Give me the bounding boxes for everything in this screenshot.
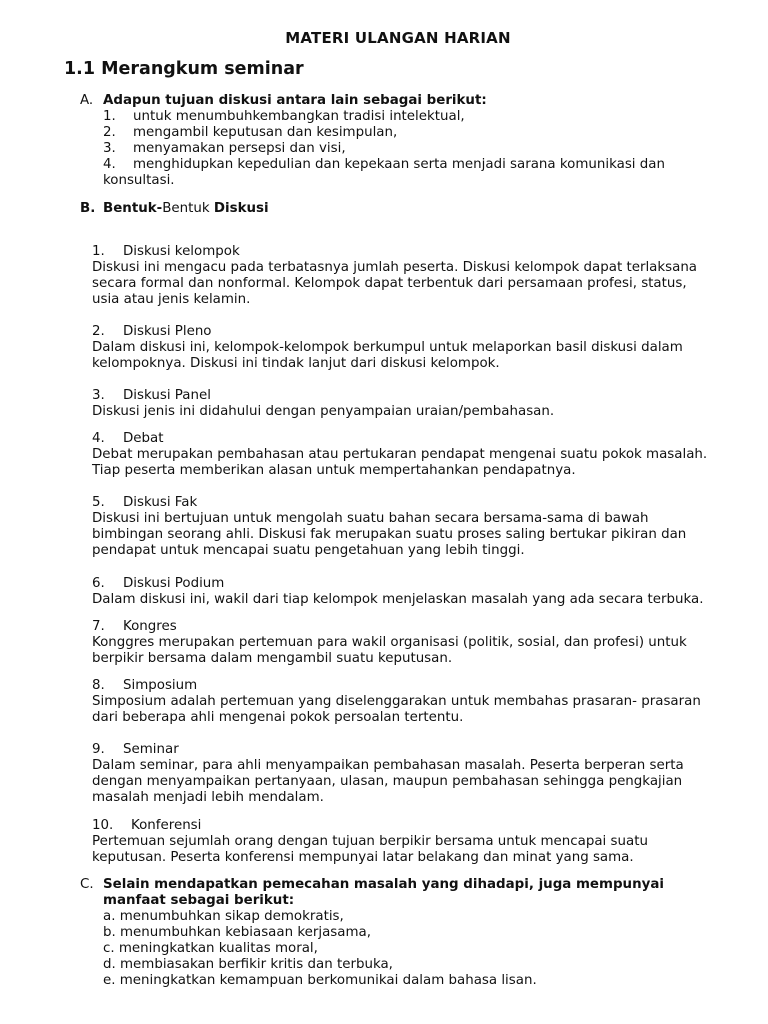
- section-heading: 1.1 Merangkum seminar: [64, 59, 304, 79]
- discussion-type-name: Diskusi Panel: [123, 388, 211, 403]
- benefit-item: e. meningkatkan kemampuan berkomunikai dalam bahasa lisan.: [103, 973, 537, 988]
- list-item-text: menyamakan persepsi dan visi,: [133, 141, 346, 156]
- list-item-text: untuk menumbuhkembangkan tradisi intelektual,: [133, 109, 465, 124]
- discussion-type-number: 2.: [92, 324, 105, 339]
- discussion-type-number: 5.: [92, 495, 105, 510]
- discussion-type-name: Diskusi Pleno: [123, 324, 212, 339]
- discussion-type-desc: Dalam seminar, para ahli menyampaikan pembahasan masalah. Peserta berperan serta: [92, 758, 684, 773]
- discussion-type-desc: Dalam diskusi ini, kelompok-kelompok berkumpul untuk melaporkan basil diskusi dalam: [92, 340, 683, 355]
- section-b-title-part1: Bentuk-: [103, 201, 163, 216]
- discussion-type-desc: berpikir bersama dalam mengambil suatu keputusan.: [92, 651, 453, 666]
- discussion-type-desc: usia atau jenis kelamin.: [92, 292, 251, 307]
- list-item-text: menghidupkan kepedulian dan kepekaan serta menjadi sarana komunikasi dan: [133, 157, 665, 172]
- list-item-number: 3.: [103, 141, 116, 156]
- discussion-type-name: Diskusi kelompok: [123, 244, 240, 259]
- list-item-number: 1.: [103, 109, 116, 124]
- section-b-title: [103, 201, 269, 217]
- section-c-marker: C.: [80, 877, 94, 892]
- discussion-type-number: 1.: [92, 244, 105, 259]
- discussion-type-name: Konferensi: [131, 818, 202, 833]
- discussion-type-name: Simposium: [123, 678, 198, 693]
- benefit-item: c. meningkatkan kualitas moral,: [103, 941, 318, 956]
- discussion-type-desc: Simposium adalah pertemuan yang diselenggarakan untuk membahas prasaran- prasaran: [92, 694, 701, 709]
- benefit-item: a. menumbuhkan sikap demokratis,: [103, 909, 344, 924]
- discussion-type-desc: Pertemuan sejumlah orang dengan tujuan berpikir bersama untuk mencapai suatu: [92, 834, 648, 849]
- discussion-type-name: Debat: [123, 431, 164, 446]
- discussion-type-name: Seminar: [123, 742, 179, 757]
- discussion-type-desc: masalah menjadi lebih mendalam.: [92, 790, 324, 805]
- section-b-marker: B.: [80, 201, 96, 216]
- discussion-type-desc: Diskusi jenis ini didahului dengan penyampaian uraian/pembahasan.: [92, 404, 555, 419]
- discussion-type-number: 4.: [92, 431, 105, 446]
- discussion-type-desc: kelompoknya. Diskusi ini tindak lanjut dari diskusi kelompok.: [92, 356, 500, 371]
- benefit-item: d. membiasakan berfikir kritis dan terbuka,: [103, 957, 393, 972]
- discussion-type-number: 6.: [92, 576, 105, 591]
- section-b-title-part2: Bentuk: [162, 201, 214, 216]
- discussion-type-name: Diskusi Podium: [123, 576, 225, 591]
- discussion-type-number: 8.: [92, 678, 105, 693]
- discussion-type-name: Diskusi Fak: [123, 495, 198, 510]
- section-a-title: Adapun tujuan diskusi antara lain sebagai berikut:: [103, 93, 487, 108]
- discussion-type-desc: Tiap peserta memberikan alasan untuk mempertahankan pendapatnya.: [92, 463, 576, 478]
- discussion-type-desc: secara formal dan nonformal. Kelompok dapat terbentuk dari persamaan profesi, status,: [92, 276, 687, 291]
- discussion-type-number: 9.: [92, 742, 105, 757]
- discussion-type-desc: Diskusi ini bertujuan untuk mengolah suatu bahan secara bersama-sama di bawah: [92, 511, 649, 526]
- discussion-type-number: 10.: [92, 818, 114, 833]
- discussion-type-desc: pendapat untuk mencapai suatu pengetahuan yang lebih tinggi.: [92, 543, 525, 558]
- discussion-type-desc: dari beberapa ahli mengenai pokok persoalan tertentu.: [92, 710, 464, 725]
- section-c-title: manfaat sebagai berikut:: [103, 893, 295, 908]
- discussion-type-desc: bimbingan seorang ahli. Diskusi fak merupakan suatu proses saling bertukar pikiran dan: [92, 527, 687, 542]
- discussion-type-desc: dengan menyampaikan pertanyaan, ulasan, maupun pembahasan sehingga pengkajian: [92, 774, 683, 789]
- section-b-title-part3: Diskusi: [213, 201, 269, 216]
- discussion-type-desc: Debat merupakan pembahasan atau pertukaran pendapat mengenai suatu pokok masalah.: [92, 447, 708, 462]
- discussion-type-name: Kongres: [123, 619, 177, 634]
- discussion-type-desc: keputusan. Peserta konferensi mempunyai latar belakang dan minat yang sama.: [92, 850, 634, 865]
- discussion-type-desc: Dalam diskusi ini, wakil dari tiap kelompok menjelaskan masalah yang ada secara terbuka.: [92, 592, 704, 607]
- list-item-number: 2.: [103, 125, 116, 140]
- list-item-number: 4.: [103, 157, 116, 172]
- discussion-type-number: 3.: [92, 388, 105, 403]
- document-title: MATERI ULANGAN HARIAN: [285, 29, 511, 47]
- discussion-type-number: 7.: [92, 619, 105, 634]
- section-a-marker: A.: [80, 93, 94, 108]
- list-item-text-continued: konsultasi.: [103, 173, 175, 188]
- discussion-type-desc: Konggres merupakan pertemuan para wakil organisasi (politik, sosial, dan profesi) untuk: [92, 635, 687, 650]
- list-item-text: mengambil keputusan dan kesimpulan,: [133, 125, 398, 140]
- discussion-type-desc: Diskusi ini mengacu pada terbatasnya jumlah peserta. Diskusi kelompok dapat terlaksana: [92, 260, 698, 275]
- section-c-title: Selain mendapatkan pemecahan masalah yang dihadapi, juga mempunyai: [103, 877, 664, 892]
- benefit-item: b. menumbuhkan kebiasaan kerjasama,: [103, 925, 371, 940]
